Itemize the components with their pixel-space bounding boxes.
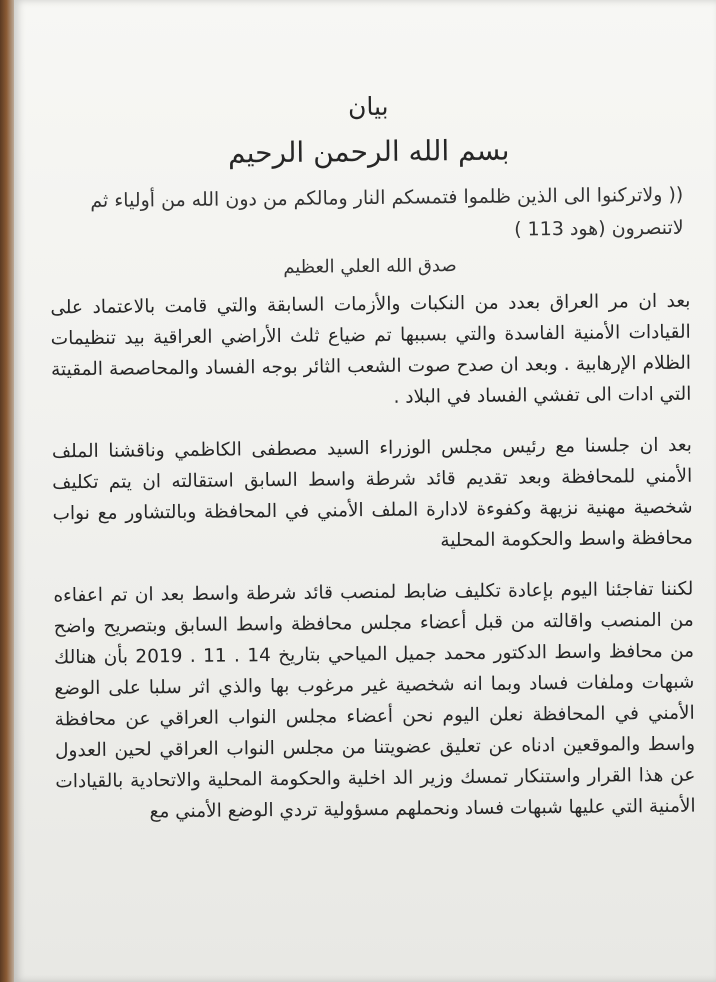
paragraph-background: بعد ان مر العراق بعدد من النكبات والأزمات السابقة والتي قامت بالاعتماد على القيادات الأمنية الفاسدة والتي بسببها تم ضياع ثلث الأراضي العراقية بيد تنظيمات الظلام الإرهابية . وبعد ان صدح صوت الشعب الثائر بوجه الفساد والمحاصصة المقيتة التي ادات الى تفشي الفساد في البلاد .: [50, 290, 692, 408]
verse-closing: صدق الله العلي العظيم: [283, 255, 457, 278]
document-title: بيان: [347, 91, 389, 122]
paragraph-meeting: بعد ان جلسنا مع رئيس مجلس الوزراء السيد مصطفى الكاظمي وناقشنا الملف الأمني للمحافظة وبعد تقديم قائد شرطة واسط السابق استقالته ان يتم تكليف شخصية مهنية نزيهة وكفوءة لادارة الملف الأمني في المحافظة وبالتشاور مع نواب محافظة واسط والحكومة المحلية: [51, 434, 693, 552]
paragraph-announcement: لكننا تفاجئنا اليوم بإعادة تكليف ضابط لمنصب قائد شرطة واسط بعد ان تم اعفاءه من المنصب واقالته من قبل أعضاء مجلس محافظة واسط السابق وبتصريح واضح من محافظ واسط الدكتور محمد جميل المياحي بتاريخ 14 . 11 . 2019 بأن هنالك شبهات وملفات فساد وبما انه شخصية غير مرغوب بها والذي اثر سلبا على الوضع الأمني في المحافظة نعلن اليوم نحن أعضاء مجلس النواب العراقي عن محافظة واسط والموقعين ادناه عن تعليق عضويتنا من مجلس النواب العراقي لحين العدول عن هذا القرار واستنكار تمسك وزير الد اخلية والحكومة المحلية والاتحادية بالقيادات الأمنية التي عليها شبهات فساد ونحملهم مسؤولية تردي الوضع الأمني مع: [53, 578, 696, 823]
statement-document: [48, 89, 696, 829]
quran-verse: (( ولاتركنوا الى الذين ظلموا فتمسكم النار ومالكم من دون الله من أولياء ثم لاتنصرون (هود 113 ): [90, 183, 684, 241]
basmala-heading: بسم الله الرحمن الرحيم: [227, 133, 510, 170]
